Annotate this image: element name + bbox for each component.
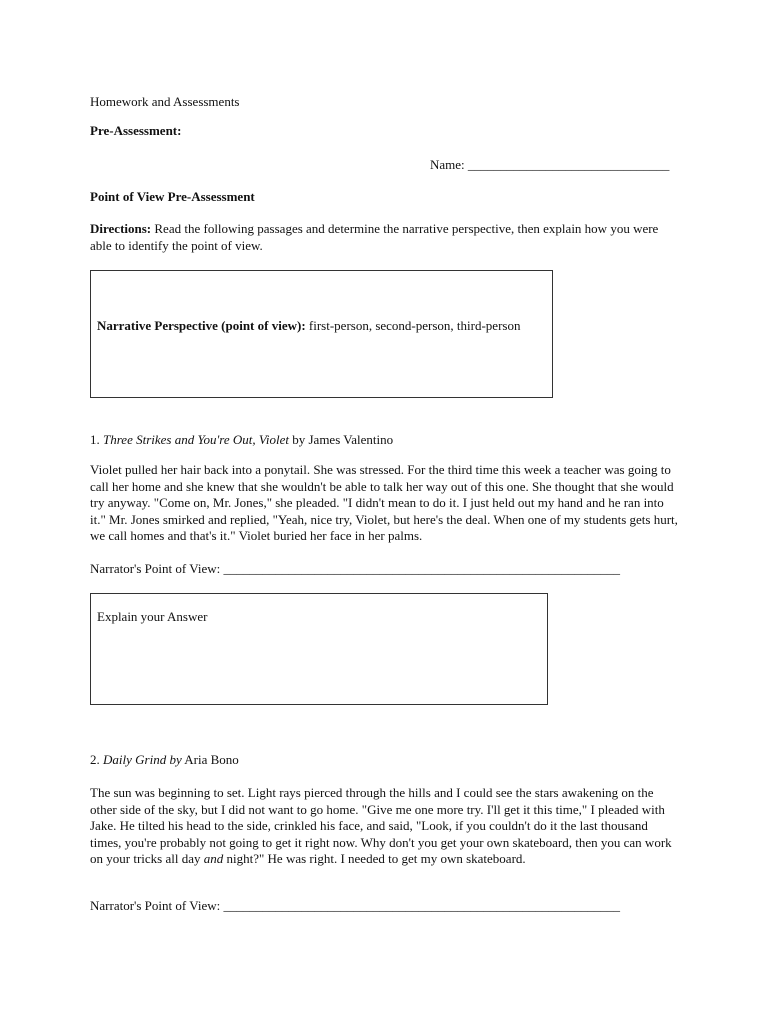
name-field-line: Name: _______________________________ bbox=[430, 157, 670, 172]
passage2-emphasis: and bbox=[203, 851, 224, 866]
passage1-narrator-line: Narrator's Point of View: _____________________________________________________________ bbox=[90, 561, 620, 576]
directions-label: Directions: bbox=[90, 221, 152, 236]
passage2-text bbox=[90, 785, 680, 868]
pre-assessment-heading: Pre-Assessment: bbox=[90, 123, 182, 138]
perspective-label: Narrative Perspective (point of view): bbox=[97, 318, 306, 333]
passage2-heading bbox=[90, 752, 239, 768]
pov-assessment-title: Point of View Pre-Assessment bbox=[90, 189, 255, 204]
passage1-title: Three Strikes and You're Out, Violet bbox=[103, 432, 289, 447]
explain-answer-box bbox=[90, 593, 548, 705]
directions-text: Read the following passages and determine the narrative perspective, then explain how you were able to identify the point of view. bbox=[90, 221, 659, 253]
section-title: Homework and Assessments bbox=[90, 94, 240, 109]
passage1-number: 1. bbox=[90, 432, 100, 447]
passage2-narrator-line: Narrator's Point of View: _____________________________________________________________ bbox=[90, 898, 620, 913]
passage1-heading bbox=[90, 432, 393, 448]
passage2-author: Aria Bono bbox=[184, 752, 239, 767]
passage2-title: Daily Grind by bbox=[103, 752, 182, 767]
explain-answer-label: Explain your Answer bbox=[97, 609, 208, 624]
passage1-author: by James Valentino bbox=[292, 432, 394, 447]
perspective-options: first-person, second-person, third-person bbox=[305, 318, 521, 333]
passage2-number: 2. bbox=[90, 752, 100, 767]
perspective-box-content bbox=[97, 318, 537, 335]
perspective-box bbox=[90, 270, 553, 398]
passage2-text-end: night?" He was right. I needed to get my own skateboard. bbox=[223, 851, 526, 866]
directions-paragraph bbox=[90, 221, 680, 254]
passage1-text: Violet pulled her hair back into a ponytail. She was stressed. For the third time this week a teacher was going to call her home and she knew that she wouldn't be able to talk her way out of this one. She thought that she would try anyway. "Come on, Mr. Jones," she pleaded. "I didn't mean to do it. I just held out my hand and he ran into it." Mr. Jones smirked and replied, "Yeah, nice try, Violet, but here's the deal. When one of my students gets hurt, we call homes and that's it." Violet buried her face in her palms. bbox=[90, 462, 678, 543]
worksheet-page bbox=[90, 0, 680, 1024]
passage2-text-start: The sun was beginning to set. Light rays pierced through the hills and I could see the stars awakening on the other side of the sky, but I did not want to go home. "Give me one more try. I'll get it this time," I pleaded with Jake. He tilted his head to the side, crinkled his face, and said, "Look, if you couldn't do it the last thousand times, you're probably not going to get it right now. Why don't you get your own skateboard, then you can work on your tricks all day bbox=[90, 785, 672, 866]
